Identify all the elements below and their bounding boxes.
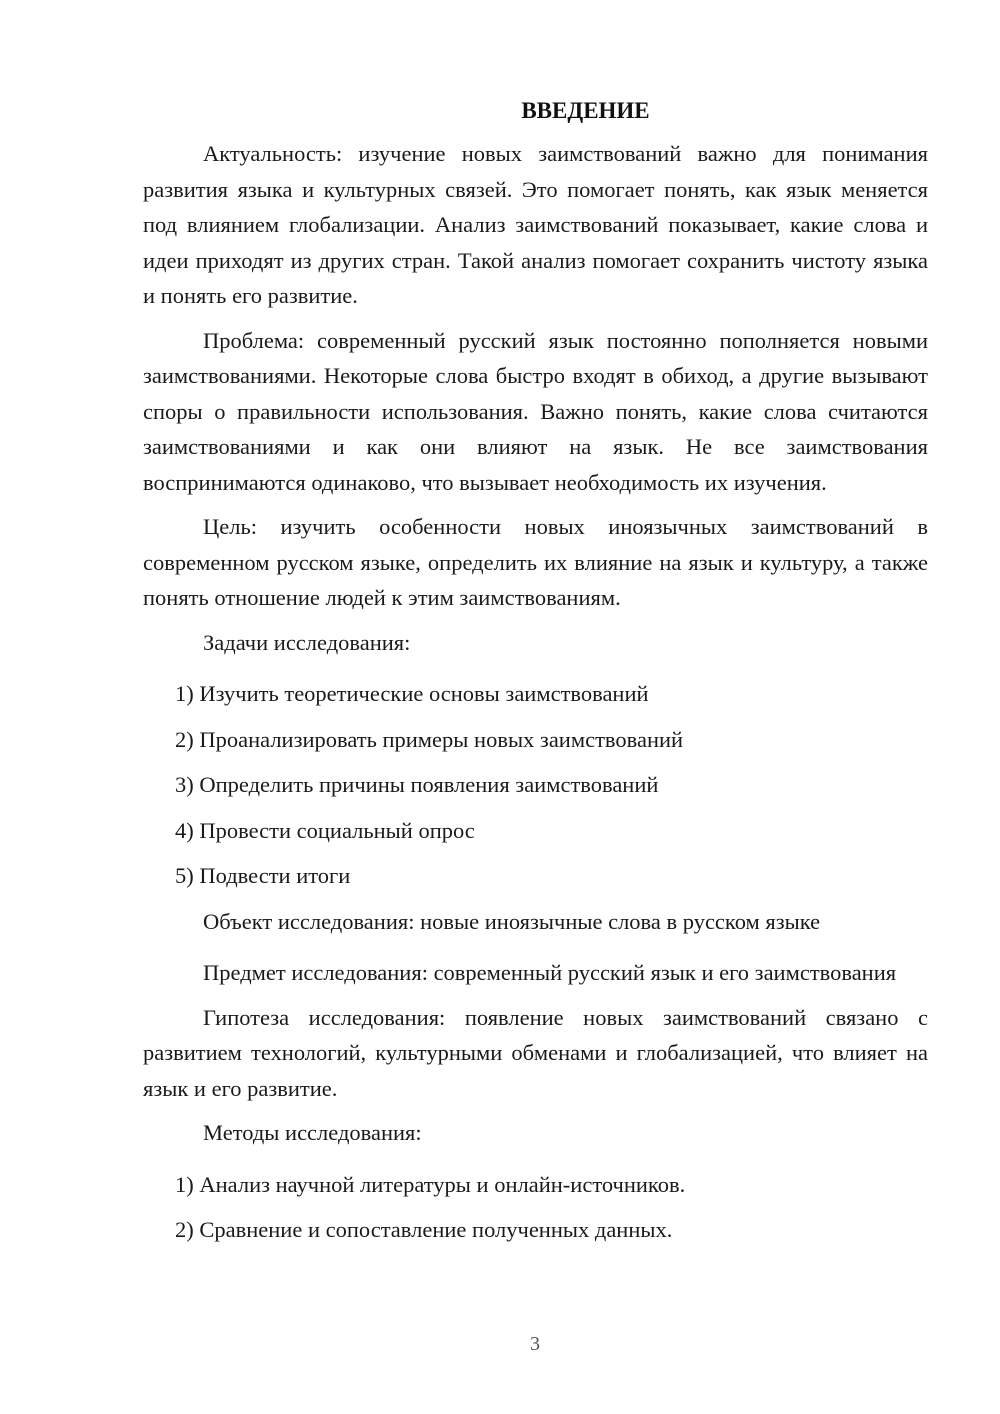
problem-paragraph: Проблема: современный русский язык постоянно пополняется новыми заимствованиями. Некоторые слова быстро входят в обиход, а другие вызывают споры о правильности использования. Важно понять, какие слова считаются заимствованиями и как они влияют на язык. Не все заимствования воспринимаются одинаково, что вызывает необходимость их изучения.	[143, 327, 928, 495]
hypothesis-paragraph: Гипотеза исследования: появление новых заимствований связано с развитием технологий, культурными обменами и глобализацией, что влияет на язык и его развитие.	[143, 1004, 928, 1101]
page-body	[143, 96, 928, 1258]
page-title: ВВЕДЕНИЕ	[521, 98, 650, 123]
object-paragraph: Объект исследования: новые иноязычные слова в русском языке	[203, 908, 821, 934]
task-item: 5) Подвести итоги	[175, 863, 351, 888]
tasks-heading: Задачи исследования:	[203, 629, 411, 655]
task-item: 1) Изучить теоретические основы заимствований	[175, 681, 649, 706]
relevance-paragraph: Актуальность: изучение новых заимствований важно для понимания развития языка и культурных связей. Это помогает понять, как язык меняется под влиянием глобализации. Анализ заимствований показывает, какие слова и идеи приходят из других стран. Такой анализ помогает сохранить чистоту языка и понять его развитие.	[143, 141, 928, 308]
goal-paragraph: Цель: изучить особенности новых иноязычных заимствований в современном русском языке, определить их влияние на язык и культуру, а также понять отношение людей к этим заимствованиям.	[143, 514, 928, 610]
task-item: 3) Определить причины появления заимствований	[175, 772, 659, 797]
page-number: 3	[530, 1333, 540, 1355]
subject-paragraph: Предмет исследования: современный русский язык и его заимствования	[203, 960, 897, 985]
method-item: 1) Анализ научной литературы и онлайн-источников.	[175, 1171, 686, 1197]
task-item: 2) Проанализировать примеры новых заимствований	[175, 726, 684, 752]
methods-heading: Методы исследования:	[203, 1120, 422, 1145]
task-item: 4) Провести социальный опрос	[175, 817, 475, 843]
method-item: 2) Сравнение и сопоставление полученных данных.	[175, 1217, 673, 1242]
